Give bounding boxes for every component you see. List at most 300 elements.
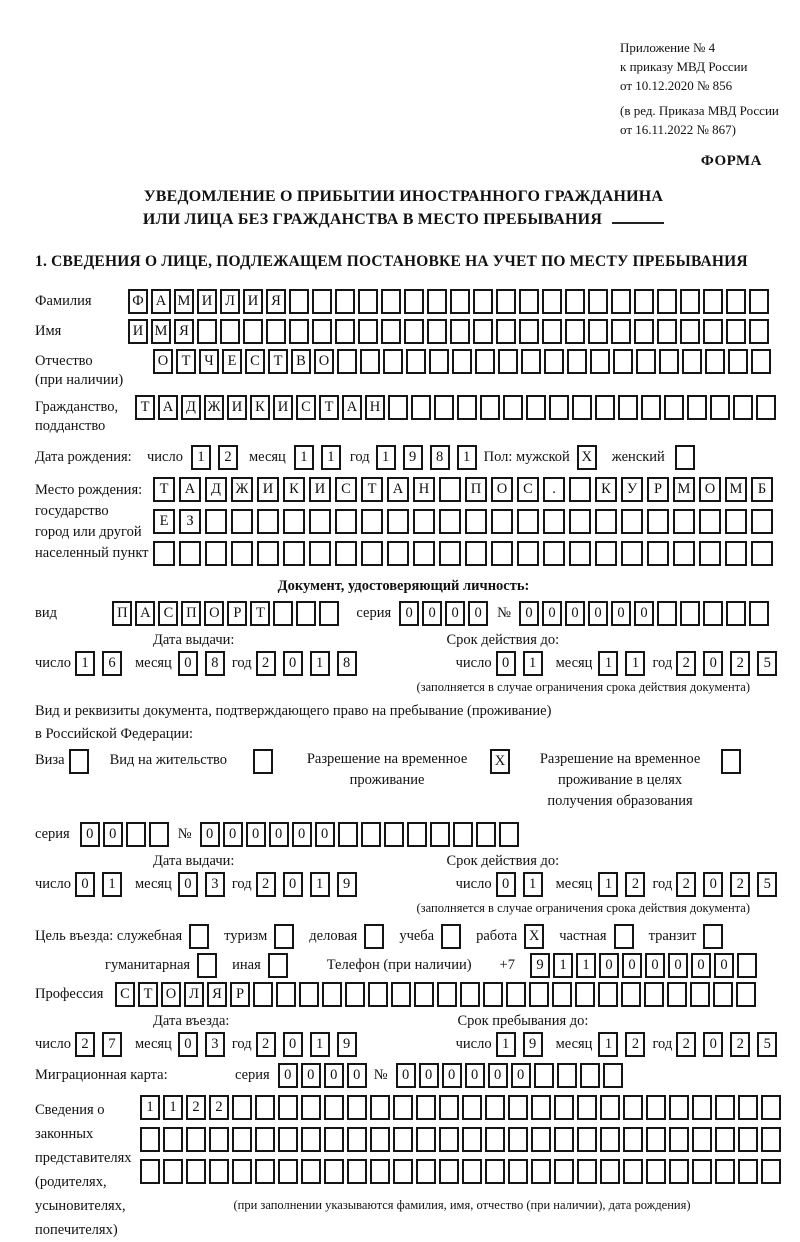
char-cell[interactable]	[404, 289, 424, 314]
char-cell[interactable]	[452, 349, 472, 374]
char-cell[interactable]	[338, 822, 358, 847]
char-cell[interactable]: 0	[422, 601, 442, 626]
char-cell[interactable]: С	[296, 395, 316, 420]
char-cell[interactable]: Б	[751, 477, 773, 502]
char-cell[interactable]	[205, 509, 227, 534]
char-cell[interactable]	[278, 1095, 298, 1120]
char-cell[interactable]: 1	[191, 445, 211, 470]
char-cell[interactable]: П	[465, 477, 487, 502]
char-cell[interactable]	[450, 319, 470, 344]
char-cell[interactable]	[496, 289, 516, 314]
char-cell[interactable]	[726, 319, 746, 344]
char-cell[interactable]	[414, 982, 434, 1007]
char-cell[interactable]	[475, 349, 495, 374]
char-cell[interactable]	[406, 349, 426, 374]
char-cell[interactable]: 1	[625, 651, 645, 676]
char-cell[interactable]	[761, 1127, 781, 1152]
char-cell[interactable]	[611, 289, 631, 314]
char-cell[interactable]	[598, 982, 618, 1007]
char-cell[interactable]: 1	[523, 651, 543, 676]
char-cell[interactable]	[641, 395, 661, 420]
char-cell[interactable]	[289, 319, 309, 344]
char-cell[interactable]: 0	[399, 601, 419, 626]
char-cell[interactable]	[335, 541, 357, 566]
char-cell[interactable]	[345, 982, 365, 1007]
checkbox-official[interactable]	[189, 924, 209, 949]
char-cell[interactable]	[231, 509, 253, 534]
char-cell[interactable]	[705, 349, 725, 374]
char-cell[interactable]: Д	[181, 395, 201, 420]
char-cell[interactable]: Ж	[231, 477, 253, 502]
char-cell[interactable]	[680, 319, 700, 344]
char-cell[interactable]: 1	[163, 1095, 183, 1120]
char-cell[interactable]	[289, 289, 309, 314]
char-cell[interactable]: 2	[676, 651, 696, 676]
char-cell[interactable]: И	[197, 289, 217, 314]
char-cell[interactable]	[542, 289, 562, 314]
char-cell[interactable]	[322, 982, 342, 1007]
char-cell[interactable]	[517, 541, 539, 566]
char-cell[interactable]: .	[543, 477, 565, 502]
char-cell[interactable]	[569, 541, 591, 566]
char-cell[interactable]: 6	[102, 651, 122, 676]
char-cell[interactable]: 0	[223, 822, 243, 847]
char-cell[interactable]: 9	[530, 953, 550, 978]
char-cell[interactable]: 5	[757, 651, 777, 676]
char-cell[interactable]: Е	[153, 509, 175, 534]
char-cell[interactable]	[257, 509, 279, 534]
char-cell[interactable]: 3	[205, 872, 225, 897]
char-cell[interactable]: 0	[442, 1063, 462, 1088]
char-cell[interactable]: О	[161, 982, 181, 1007]
char-cell[interactable]: М	[151, 319, 171, 344]
char-cell[interactable]: Ф	[128, 289, 148, 314]
char-cell[interactable]: 2	[625, 872, 645, 897]
checkbox-residence-permit[interactable]	[253, 749, 273, 774]
char-cell[interactable]	[360, 349, 380, 374]
char-cell[interactable]	[485, 1127, 505, 1152]
char-cell[interactable]: 0	[542, 601, 562, 626]
char-cell[interactable]	[473, 319, 493, 344]
char-cell[interactable]	[644, 982, 664, 1007]
char-cell[interactable]	[453, 822, 473, 847]
char-cell[interactable]	[243, 319, 263, 344]
char-cell[interactable]: 0	[519, 601, 539, 626]
char-cell[interactable]	[543, 509, 565, 534]
char-cell[interactable]	[361, 822, 381, 847]
char-cell[interactable]: С	[517, 477, 539, 502]
checkbox-tourism[interactable]	[274, 924, 294, 949]
char-cell[interactable]	[309, 541, 331, 566]
char-cell[interactable]	[692, 1095, 712, 1120]
char-cell[interactable]: М	[725, 477, 747, 502]
char-cell[interactable]: 3	[205, 1032, 225, 1057]
char-cell[interactable]	[569, 477, 591, 502]
char-cell[interactable]: Л	[184, 982, 204, 1007]
char-cell[interactable]	[737, 953, 757, 978]
char-cell[interactable]	[439, 477, 461, 502]
char-cell[interactable]: С	[158, 601, 178, 626]
char-cell[interactable]	[749, 319, 769, 344]
char-cell[interactable]	[680, 289, 700, 314]
char-cell[interactable]	[324, 1127, 344, 1152]
char-cell[interactable]	[450, 289, 470, 314]
char-cell[interactable]: 1	[294, 445, 314, 470]
char-cell[interactable]: 0	[75, 872, 95, 897]
char-cell[interactable]	[163, 1127, 183, 1152]
char-cell[interactable]: 0	[278, 1063, 298, 1088]
checkbox-rvp[interactable]: X	[490, 749, 510, 774]
char-cell[interactable]	[434, 395, 454, 420]
char-cell[interactable]: П	[181, 601, 201, 626]
char-cell[interactable]: 2	[676, 872, 696, 897]
char-cell[interactable]: 0	[496, 651, 516, 676]
char-cell[interactable]	[588, 319, 608, 344]
char-cell[interactable]: 0	[445, 601, 465, 626]
char-cell[interactable]: 0	[178, 651, 198, 676]
char-cell[interactable]	[508, 1127, 528, 1152]
char-cell[interactable]	[738, 1127, 758, 1152]
char-cell[interactable]: 2	[75, 1032, 95, 1057]
char-cell[interactable]	[543, 541, 565, 566]
checkbox-male[interactable]: X	[577, 445, 597, 470]
char-cell[interactable]: 0	[396, 1063, 416, 1088]
char-cell[interactable]: 0	[465, 1063, 485, 1088]
char-cell[interactable]	[347, 1095, 367, 1120]
char-cell[interactable]	[496, 319, 516, 344]
checkbox-study[interactable]	[441, 924, 461, 949]
char-cell[interactable]: 0	[565, 601, 585, 626]
char-cell[interactable]	[623, 1127, 643, 1152]
char-cell[interactable]: 0	[419, 1063, 439, 1088]
char-cell[interactable]	[600, 1095, 620, 1120]
char-cell[interactable]: И	[309, 477, 331, 502]
char-cell[interactable]: 0	[283, 1032, 303, 1057]
char-cell[interactable]: Ж	[204, 395, 224, 420]
char-cell[interactable]: 1	[376, 445, 396, 470]
char-cell[interactable]: 9	[523, 1032, 543, 1057]
char-cell[interactable]	[276, 982, 296, 1007]
char-cell[interactable]: 0	[103, 822, 123, 847]
char-cell[interactable]	[669, 1127, 689, 1152]
char-cell[interactable]: 0	[269, 822, 289, 847]
char-cell[interactable]: Т	[176, 349, 196, 374]
char-cell[interactable]: Т	[250, 601, 270, 626]
char-cell[interactable]: 0	[315, 822, 335, 847]
char-cell[interactable]	[370, 1095, 390, 1120]
char-cell[interactable]: 0	[703, 651, 723, 676]
checkbox-business[interactable]	[364, 924, 384, 949]
char-cell[interactable]: 1	[496, 1032, 516, 1057]
char-cell[interactable]: 0	[691, 953, 711, 978]
char-cell[interactable]	[519, 319, 539, 344]
char-cell[interactable]	[572, 395, 592, 420]
char-cell[interactable]	[393, 1095, 413, 1120]
char-cell[interactable]: 2	[256, 651, 276, 676]
char-cell[interactable]	[557, 1063, 577, 1088]
char-cell[interactable]	[621, 982, 641, 1007]
char-cell[interactable]	[664, 395, 684, 420]
char-cell[interactable]: 7	[102, 1032, 122, 1057]
char-cell[interactable]	[483, 982, 503, 1007]
char-cell[interactable]: 2	[625, 1032, 645, 1057]
char-cell[interactable]: О	[204, 601, 224, 626]
char-cell[interactable]	[358, 289, 378, 314]
char-cell[interactable]	[491, 509, 513, 534]
checkbox-rvp-education[interactable]	[721, 749, 741, 774]
char-cell[interactable]	[197, 319, 217, 344]
char-cell[interactable]: А	[158, 395, 178, 420]
char-cell[interactable]	[725, 541, 747, 566]
char-cell[interactable]	[370, 1127, 390, 1152]
char-cell[interactable]	[703, 319, 723, 344]
char-cell[interactable]	[473, 289, 493, 314]
char-cell[interactable]	[416, 1127, 436, 1152]
char-cell[interactable]	[149, 822, 169, 847]
char-cell[interactable]	[531, 1095, 551, 1120]
char-cell[interactable]	[153, 541, 175, 566]
char-cell[interactable]: 1	[553, 953, 573, 978]
char-cell[interactable]: А	[387, 477, 409, 502]
char-cell[interactable]	[140, 1127, 160, 1152]
char-cell[interactable]	[521, 349, 541, 374]
char-cell[interactable]	[549, 395, 569, 420]
char-cell[interactable]	[232, 1127, 252, 1152]
char-cell[interactable]	[476, 822, 496, 847]
char-cell[interactable]: Т	[153, 477, 175, 502]
char-cell[interactable]	[726, 601, 746, 626]
char-cell[interactable]	[335, 319, 355, 344]
char-cell[interactable]: И	[227, 395, 247, 420]
char-cell[interactable]	[465, 509, 487, 534]
checkbox-humanitarian[interactable]	[197, 953, 217, 978]
char-cell[interactable]	[429, 349, 449, 374]
char-cell[interactable]	[312, 319, 332, 344]
char-cell[interactable]	[296, 601, 316, 626]
char-cell[interactable]	[457, 395, 477, 420]
char-cell[interactable]: И	[257, 477, 279, 502]
char-cell[interactable]	[657, 319, 677, 344]
char-cell[interactable]: Р	[647, 477, 669, 502]
char-cell[interactable]: Я	[266, 289, 286, 314]
char-cell[interactable]: И	[243, 289, 263, 314]
char-cell[interactable]	[427, 289, 447, 314]
char-cell[interactable]	[462, 1127, 482, 1152]
char-cell[interactable]	[567, 349, 587, 374]
char-cell[interactable]: Т	[138, 982, 158, 1007]
char-cell[interactable]: 0	[599, 953, 619, 978]
char-cell[interactable]: Т	[361, 477, 383, 502]
char-cell[interactable]: 1	[310, 1032, 330, 1057]
char-cell[interactable]: 1	[321, 445, 341, 470]
char-cell[interactable]	[126, 822, 146, 847]
char-cell[interactable]: 9	[337, 872, 357, 897]
char-cell[interactable]	[255, 1095, 275, 1120]
char-cell[interactable]	[319, 601, 339, 626]
char-cell[interactable]: 0	[347, 1063, 367, 1088]
char-cell[interactable]	[273, 601, 293, 626]
char-cell[interactable]: 1	[457, 445, 477, 470]
char-cell[interactable]: 8	[337, 651, 357, 676]
char-cell[interactable]: У	[621, 477, 643, 502]
char-cell[interactable]: 2	[218, 445, 238, 470]
char-cell[interactable]	[324, 1095, 344, 1120]
char-cell[interactable]	[220, 319, 240, 344]
char-cell[interactable]: Т	[135, 395, 155, 420]
char-cell[interactable]	[387, 509, 409, 534]
char-cell[interactable]: 0	[301, 1063, 321, 1088]
char-cell[interactable]	[534, 1063, 554, 1088]
char-cell[interactable]	[634, 289, 654, 314]
char-cell[interactable]: Р	[230, 982, 250, 1007]
char-cell[interactable]	[588, 289, 608, 314]
char-cell[interactable]: 1	[598, 872, 618, 897]
char-cell[interactable]: 1	[576, 953, 596, 978]
char-cell[interactable]	[613, 349, 633, 374]
char-cell[interactable]: О	[314, 349, 334, 374]
char-cell[interactable]: А	[135, 601, 155, 626]
char-cell[interactable]	[600, 1127, 620, 1152]
char-cell[interactable]: 0	[622, 953, 642, 978]
char-cell[interactable]	[657, 601, 677, 626]
char-cell[interactable]	[186, 1127, 206, 1152]
char-cell[interactable]: 1	[102, 872, 122, 897]
char-cell[interactable]: Ч	[199, 349, 219, 374]
char-cell[interactable]	[439, 1127, 459, 1152]
char-cell[interactable]	[384, 822, 404, 847]
char-cell[interactable]: 0	[668, 953, 688, 978]
char-cell[interactable]	[413, 509, 435, 534]
char-cell[interactable]: 2	[256, 872, 276, 897]
char-cell[interactable]	[715, 1095, 735, 1120]
char-cell[interactable]	[646, 1127, 666, 1152]
char-cell[interactable]: 1	[310, 872, 330, 897]
char-cell[interactable]	[565, 289, 585, 314]
char-cell[interactable]	[713, 982, 733, 1007]
char-cell[interactable]: О	[699, 477, 721, 502]
char-cell[interactable]: 0	[511, 1063, 531, 1088]
checkbox-transit[interactable]	[703, 924, 723, 949]
char-cell[interactable]	[687, 395, 707, 420]
char-cell[interactable]: А	[151, 289, 171, 314]
char-cell[interactable]	[460, 982, 480, 1007]
char-cell[interactable]	[726, 289, 746, 314]
char-cell[interactable]	[368, 982, 388, 1007]
char-cell[interactable]	[544, 349, 564, 374]
char-cell[interactable]	[749, 289, 769, 314]
char-cell[interactable]	[503, 395, 523, 420]
char-cell[interactable]: 0	[645, 953, 665, 978]
char-cell[interactable]: 1	[523, 872, 543, 897]
char-cell[interactable]: Я	[207, 982, 227, 1007]
char-cell[interactable]	[554, 1095, 574, 1120]
char-cell[interactable]	[278, 1127, 298, 1152]
char-cell[interactable]	[257, 541, 279, 566]
char-cell[interactable]	[647, 541, 669, 566]
char-cell[interactable]	[404, 319, 424, 344]
char-cell[interactable]	[335, 509, 357, 534]
char-cell[interactable]	[407, 822, 427, 847]
char-cell[interactable]	[312, 289, 332, 314]
char-cell[interactable]	[253, 982, 273, 1007]
char-cell[interactable]	[266, 319, 286, 344]
char-cell[interactable]	[387, 541, 409, 566]
char-cell[interactable]	[575, 982, 595, 1007]
char-cell[interactable]	[690, 982, 710, 1007]
char-cell[interactable]: 9	[403, 445, 423, 470]
char-cell[interactable]	[209, 1127, 229, 1152]
char-cell[interactable]	[618, 395, 638, 420]
char-cell[interactable]	[506, 982, 526, 1007]
char-cell[interactable]: 9	[337, 1032, 357, 1057]
char-cell[interactable]: 0	[283, 872, 303, 897]
char-cell[interactable]	[577, 1127, 597, 1152]
checkbox-visa[interactable]	[69, 749, 89, 774]
char-cell[interactable]: 0	[246, 822, 266, 847]
char-cell[interactable]: 1	[140, 1095, 160, 1120]
char-cell[interactable]	[595, 541, 617, 566]
char-cell[interactable]: 8	[205, 651, 225, 676]
char-cell[interactable]	[301, 1127, 321, 1152]
char-cell[interactable]	[595, 509, 617, 534]
char-cell[interactable]	[611, 319, 631, 344]
checkbox-work[interactable]: X	[524, 924, 544, 949]
char-cell[interactable]	[577, 1095, 597, 1120]
char-cell[interactable]	[283, 541, 305, 566]
char-cell[interactable]: 0	[178, 872, 198, 897]
char-cell[interactable]: 5	[757, 1032, 777, 1057]
char-cell[interactable]	[715, 1127, 735, 1152]
char-cell[interactable]: 1	[310, 651, 330, 676]
char-cell[interactable]	[621, 541, 643, 566]
char-cell[interactable]	[623, 1095, 643, 1120]
char-cell[interactable]	[749, 601, 769, 626]
char-cell[interactable]	[413, 541, 435, 566]
char-cell[interactable]	[699, 509, 721, 534]
char-cell[interactable]	[437, 982, 457, 1007]
char-cell[interactable]	[358, 319, 378, 344]
char-cell[interactable]	[283, 509, 305, 534]
char-cell[interactable]	[646, 1095, 666, 1120]
char-cell[interactable]	[361, 509, 383, 534]
char-cell[interactable]	[667, 982, 687, 1007]
char-cell[interactable]: И	[273, 395, 293, 420]
char-cell[interactable]	[416, 1095, 436, 1120]
char-cell[interactable]	[680, 601, 700, 626]
char-cell[interactable]	[388, 395, 408, 420]
char-cell[interactable]	[603, 1063, 623, 1088]
char-cell[interactable]	[554, 1127, 574, 1152]
char-cell[interactable]	[531, 1127, 551, 1152]
char-cell[interactable]: К	[595, 477, 617, 502]
checkbox-other[interactable]	[268, 953, 288, 978]
char-cell[interactable]: С	[335, 477, 357, 502]
char-cell[interactable]: 0	[324, 1063, 344, 1088]
char-cell[interactable]	[751, 509, 773, 534]
char-cell[interactable]: К	[283, 477, 305, 502]
char-cell[interactable]: К	[250, 395, 270, 420]
char-cell[interactable]	[669, 1095, 689, 1120]
char-cell[interactable]: 0	[611, 601, 631, 626]
char-cell[interactable]	[232, 1095, 252, 1120]
char-cell[interactable]: Л	[220, 289, 240, 314]
char-cell[interactable]: З	[179, 509, 201, 534]
char-cell[interactable]: 0	[283, 651, 303, 676]
char-cell[interactable]: С	[115, 982, 135, 1007]
char-cell[interactable]	[498, 349, 518, 374]
char-cell[interactable]: 2	[730, 1032, 750, 1057]
char-cell[interactable]	[657, 289, 677, 314]
